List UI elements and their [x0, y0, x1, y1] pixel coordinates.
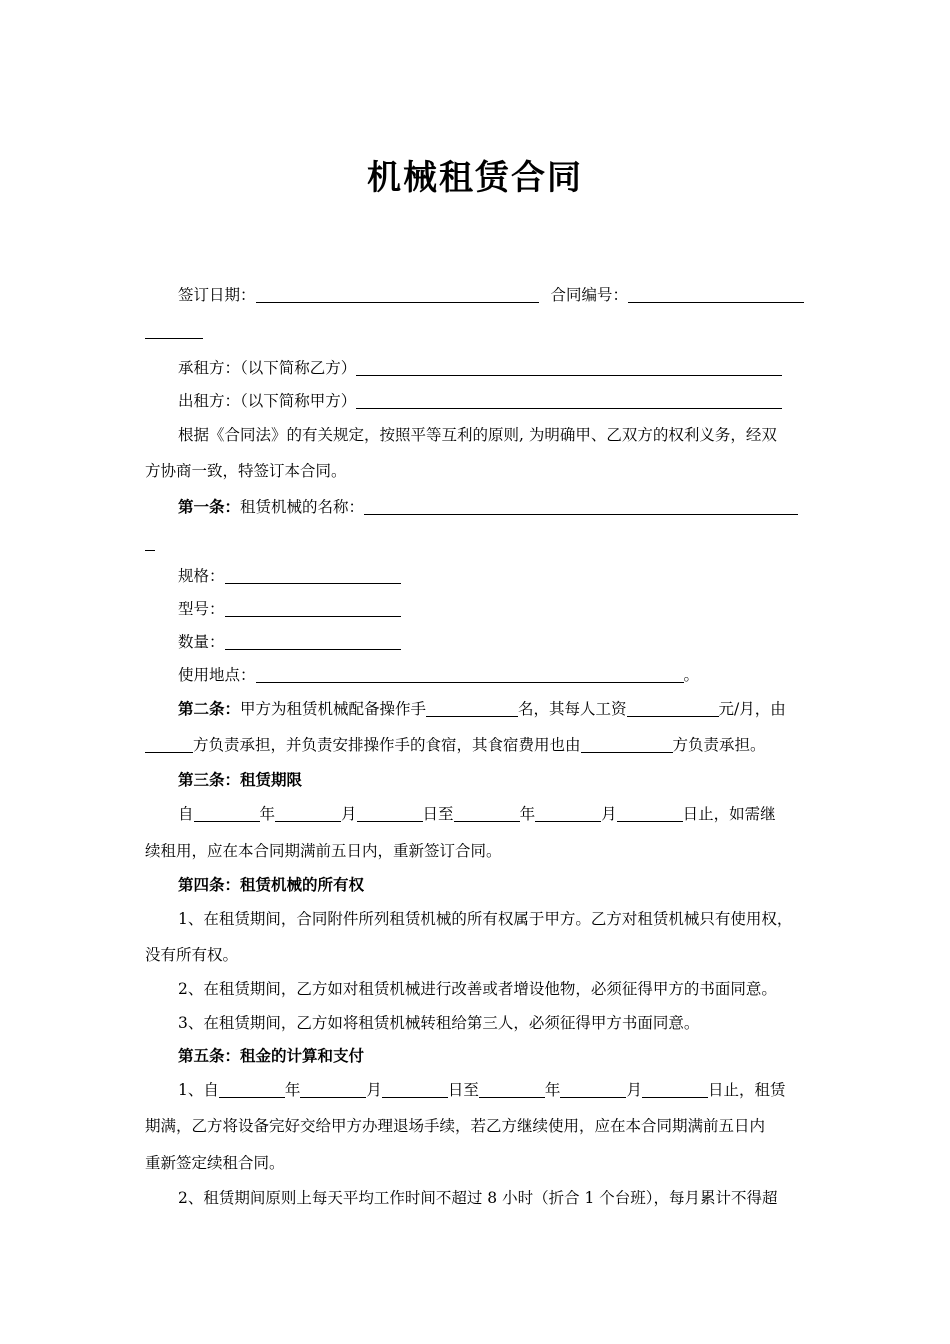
art3-month-2: 月 — [601, 805, 617, 823]
lessor-row — [178, 390, 782, 412]
art5-item1-line2: 期满，乙方将设备完好交给甲方办理退场手续，若乙方继续使用，应在本合同期满前五日内 — [145, 1117, 766, 1135]
model-row — [178, 598, 401, 620]
end-month-blank[interactable] — [535, 806, 601, 822]
place-row — [178, 664, 699, 686]
art4-item2: 2、在租赁期间，乙方如对租赁机械进行改善或者增设他物，必须征得甲方的书面同意。 — [178, 980, 777, 998]
art5-end: 日止，租赁 — [707, 1081, 786, 1099]
art2-text-4: 方负责承担，并负责安排操作手的食宿，其食宿费用也由 — [193, 736, 581, 754]
art5-from: 1、自 — [178, 1081, 219, 1099]
start-month-blank[interactable] — [275, 806, 341, 822]
contract-no-label: 合同编号： — [550, 286, 629, 304]
art3-year-2: 年 — [519, 805, 536, 823]
art5-item2-line1: 2、租赁期间原则上每天平均工作时间不超过 8 小时（折合 1 个台班），每月累计不得超 — [178, 1189, 778, 1207]
art5-year: 年 — [284, 1081, 301, 1099]
art1-heading: 第一条： — [178, 497, 241, 516]
machine-name-blank[interactable] — [364, 499, 798, 515]
contract-no-blank[interactable] — [628, 287, 804, 303]
art2-line1 — [178, 698, 786, 720]
art5-month: 月 — [366, 1081, 382, 1099]
end-year-blank[interactable] — [454, 806, 520, 822]
sign-date-row — [178, 284, 804, 306]
sign-date-label: 签订日期： — [178, 286, 256, 304]
spec-label: 规格： — [178, 567, 225, 585]
lessor-blank[interactable] — [356, 393, 782, 409]
art2-heading: 第二条： — [178, 699, 241, 718]
contract-no-blank-2[interactable] — [145, 323, 203, 339]
art3-month: 月 — [341, 805, 357, 823]
lessee-label: 承租方：（以下简称乙方） — [178, 359, 357, 377]
contract-no-blank-cont — [145, 320, 203, 342]
art5-month-2: 月 — [626, 1081, 642, 1099]
art4-heading: 第四条：租赁机械的所有权 — [178, 875, 365, 894]
lessee-blank[interactable] — [356, 360, 782, 376]
quantity-blank[interactable] — [225, 634, 401, 650]
lessee-row — [178, 357, 782, 379]
start-year-blank[interactable] — [194, 806, 260, 822]
machine-name-blank-2[interactable] — [145, 535, 155, 551]
place-blank[interactable] — [256, 667, 684, 683]
rent-end-month-blank[interactable] — [560, 1082, 626, 1098]
lodging-payer-blank[interactable] — [581, 737, 673, 753]
art3-to: 日至 — [422, 805, 454, 823]
art5-year-2: 年 — [544, 1081, 561, 1099]
art2-text-5: 方负责承担。 — [672, 736, 766, 754]
art4-item3: 3、在租赁期间，乙方如将租赁机械转租给第三人，必须征得甲方书面同意。 — [178, 1014, 700, 1032]
art3-period-line — [178, 803, 776, 825]
art3-end: 日止，如需继 — [682, 805, 776, 823]
machine-name-blank-cont — [145, 532, 155, 554]
end-day-blank[interactable] — [617, 806, 683, 822]
place-end: 。 — [683, 666, 700, 684]
art3-heading: 第三条：租赁期限 — [178, 770, 303, 789]
sign-date-blank[interactable] — [256, 287, 539, 303]
preamble-line2: 方协商一致，特签订本合同。 — [145, 462, 347, 480]
document-title: 机械租赁合同 — [367, 158, 583, 198]
place-label: 使用地点： — [178, 666, 256, 684]
art1-name-row — [178, 496, 798, 518]
rent-end-year-blank[interactable] — [479, 1082, 545, 1098]
rent-start-month-blank[interactable] — [300, 1082, 366, 1098]
quantity-label: 数量： — [178, 633, 225, 651]
art2-text-1: 甲方为租赁机械配备操作手 — [240, 700, 427, 718]
art3-from: 自 — [178, 805, 194, 823]
spec-blank[interactable] — [225, 568, 401, 584]
model-blank[interactable] — [225, 601, 401, 617]
spec-row — [178, 565, 401, 587]
art1-name-label: 租赁机械的名称： — [240, 498, 365, 516]
art2-text-2: 名，其每人工资 — [518, 700, 627, 718]
art2-line2 — [145, 734, 766, 756]
preamble-line1: 根据《合同法》的有关规定，按照平等互利的原则, 为明确甲、乙双方的权利义务，经双 — [178, 426, 777, 444]
art5-item1-line3: 重新签定续租合同。 — [145, 1154, 285, 1172]
art5-to: 日至 — [447, 1081, 479, 1099]
rent-start-day-blank[interactable] — [382, 1082, 448, 1098]
art4-item1-line1: 1、在租赁期间，合同附件所列租赁机械的所有权属于甲方。乙方对租赁机械只有使用权， — [178, 910, 793, 928]
art3-year: 年 — [259, 805, 276, 823]
art2-text-3: 元/月，由 — [718, 700, 786, 718]
operator-count-blank[interactable] — [426, 701, 518, 717]
art4-item1-line2: 没有所有权。 — [145, 946, 239, 964]
wage-blank[interactable] — [627, 701, 719, 717]
rent-start-year-blank[interactable] — [219, 1082, 285, 1098]
quantity-row — [178, 631, 401, 653]
art5-item1-line1 — [178, 1079, 785, 1101]
rent-end-day-blank[interactable] — [642, 1082, 708, 1098]
art3-line2: 续租用，应在本合同期满前五日内，重新签订合同。 — [145, 842, 502, 860]
lessor-label: 出租方：（以下简称甲方） — [178, 392, 357, 410]
wage-payer-blank[interactable] — [145, 737, 193, 753]
model-label: 型号： — [178, 600, 225, 618]
art5-heading: 第五条：租金的计算和支付 — [178, 1046, 365, 1065]
start-day-blank[interactable] — [357, 806, 423, 822]
